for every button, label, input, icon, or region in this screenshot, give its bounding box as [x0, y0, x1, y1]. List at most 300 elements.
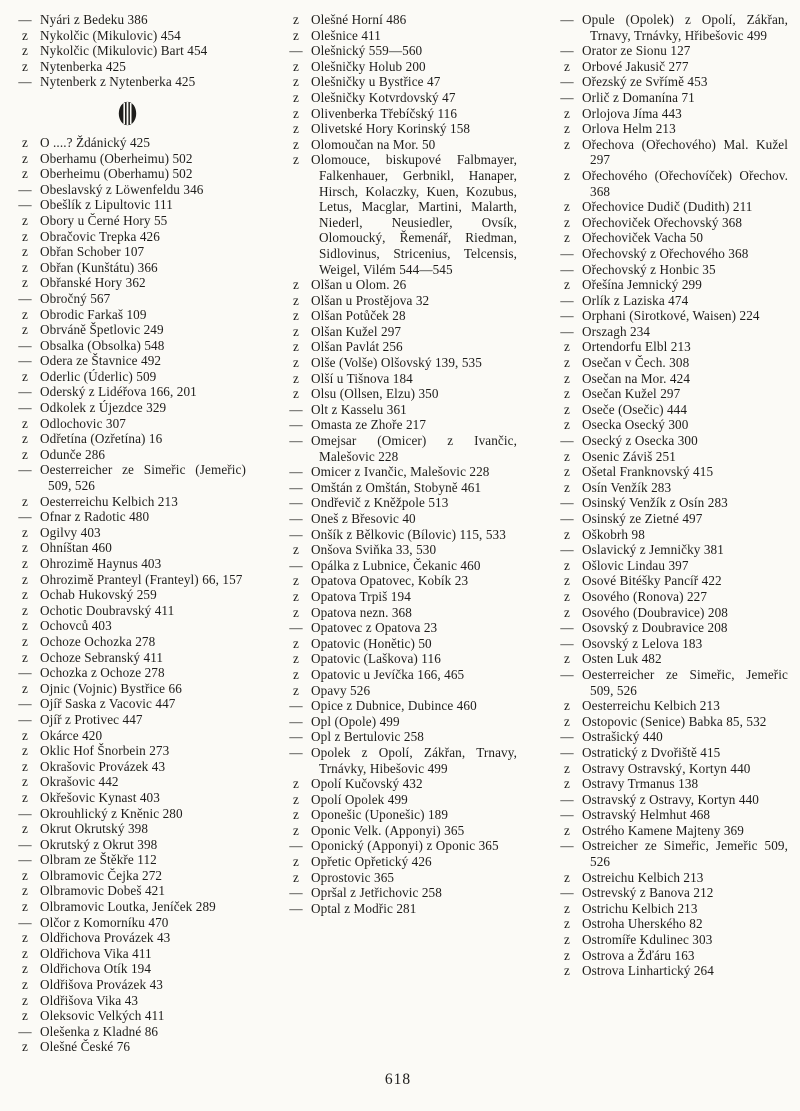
- entry-prefix-z: z: [22, 743, 28, 759]
- entry-text: Oslavický z Jemničky 381: [582, 542, 724, 558]
- entry-text: Obročný 567: [40, 290, 111, 306]
- index-entry: [279, 620, 517, 636]
- entry-text: Olbramovic Dobeš 421: [40, 883, 166, 899]
- entry-prefix-dash: —: [560, 74, 574, 90]
- entry-text: Opatovec z Opatova 23: [311, 620, 438, 636]
- entry-text: Omštán z Omštán, Stobyně 461: [311, 479, 482, 495]
- index-entry: [279, 106, 517, 122]
- index-entry: [550, 823, 788, 839]
- index-entry: [550, 417, 788, 433]
- index-entry: [550, 277, 788, 293]
- index-entry: [550, 745, 788, 761]
- entry-text: Obřanské Hory 362: [40, 275, 146, 291]
- index-entry: [550, 511, 788, 527]
- entry-prefix-z: z: [293, 121, 299, 137]
- entry-prefix-z: z: [22, 166, 28, 182]
- entry-prefix-dash: —: [18, 852, 32, 868]
- index-entry: [550, 12, 788, 43]
- entry-text: Ostravy Trmanus 138: [582, 776, 699, 792]
- index-entry: [550, 449, 788, 465]
- index-entry: [550, 870, 788, 886]
- index-entry: [279, 28, 517, 44]
- entry-text: Obsalka (Obsolka) 548: [40, 337, 165, 353]
- entry-text: Orszagh 234: [582, 323, 651, 339]
- entry-prefix-z: z: [22, 58, 28, 74]
- entry-text: Odřetína (Ozřetína) 16: [40, 431, 163, 447]
- entry-prefix-z: z: [22, 556, 28, 571]
- entry-prefix-z: z: [564, 339, 570, 355]
- entry-text: Osové Bitéšky Pancíř 422: [582, 573, 722, 589]
- entry-text: Ořechoviček Ořechovský 368: [582, 214, 743, 230]
- index-entry: [279, 308, 517, 324]
- index-entry: [279, 683, 517, 699]
- entry-text: Olomoučan na Mor. 50: [311, 136, 436, 152]
- entry-text: Ostreicher ze Simeřic, Jemeřic 509, 526: [582, 838, 788, 870]
- entry-text: Orbové Jakusič 277: [582, 58, 689, 74]
- entry-text: Ojíř Saska z Vacovic 447: [40, 696, 176, 712]
- index-entry: [8, 229, 246, 245]
- entry-prefix-dash: —: [18, 914, 32, 930]
- index-entry: [8, 462, 246, 493]
- entry-prefix-dash: —: [560, 620, 574, 636]
- entry-prefix-dash: —: [560, 791, 574, 807]
- entry-text: Nykolčic (Mikulovic) Bart 454: [40, 43, 208, 59]
- entry-prefix-z: z: [293, 277, 299, 293]
- entry-text: Obračovic Trepka 426: [40, 228, 160, 244]
- entry-text: Osinský Venžík z Osín 283: [582, 495, 728, 511]
- entry-text: Oklic Hof Šnorbein 273: [40, 743, 170, 759]
- index-entry: [8, 182, 246, 198]
- index-entry: [279, 464, 517, 480]
- entry-text: Osten Luk 482: [582, 651, 662, 667]
- entry-text: Onšova Sviňka 33, 530: [311, 542, 437, 558]
- index-entry: [8, 899, 246, 915]
- entry-text: Okrutský z Okrut 398: [40, 836, 158, 852]
- index-entry: [550, 776, 788, 792]
- entry-prefix-dash: —: [560, 308, 574, 324]
- entry-text: Oldřichova Provázek 43: [40, 930, 171, 946]
- index-entry: [550, 355, 788, 371]
- index-entry: [279, 121, 517, 137]
- index-entry: [8, 712, 246, 728]
- index-entry: [279, 667, 517, 683]
- index-entry: [8, 1008, 246, 1024]
- entry-text: Oldřišova Vika 43: [40, 992, 139, 1008]
- index-entry: [550, 324, 788, 340]
- entry-prefix-z: z: [22, 883, 28, 899]
- entry-text: Olší u Tišnova 184: [311, 370, 413, 386]
- index-entry: [279, 371, 517, 387]
- entry-prefix-z: z: [293, 651, 299, 667]
- entry-prefix-z: z: [22, 945, 28, 961]
- index-entry: [550, 761, 788, 777]
- entry-prefix-z: z: [22, 899, 28, 915]
- entry-text: Opavy 526: [311, 682, 371, 698]
- index-entry: [550, 199, 788, 215]
- page-number: 618: [384, 1071, 412, 1088]
- entry-text: Osenic Záviš 251: [582, 448, 676, 464]
- entry-text: Oneš z Břesovic 40: [311, 511, 416, 526]
- entry-text: Olsu (Ollsen, Elzu) 350: [311, 386, 439, 402]
- entry-prefix-z: z: [22, 431, 28, 447]
- entry-prefix-z: z: [22, 587, 28, 603]
- index-entry: [8, 790, 246, 806]
- entry-prefix-dash: —: [18, 805, 32, 821]
- index-entry: [279, 152, 517, 277]
- index-entry: [279, 870, 517, 886]
- entry-prefix-dash: —: [289, 885, 303, 901]
- entry-prefix-z: z: [293, 355, 299, 371]
- entry-text: Osového (Doubravice) 208: [582, 604, 728, 620]
- entry-prefix-z: z: [22, 992, 28, 1008]
- index-entry: [279, 386, 517, 402]
- entry-text: Opatova nezn. 368: [311, 604, 412, 620]
- entry-prefix-dash: —: [560, 495, 574, 511]
- entry-text: Oleksovic Velkých 411: [40, 1008, 165, 1024]
- index-entry: [550, 43, 788, 59]
- index-entry: [550, 589, 788, 605]
- entry-text: Ondřevič z Kněžpole 513: [311, 495, 449, 511]
- entry-text: Oškobrh 98: [582, 526, 645, 542]
- index-entry: [8, 197, 246, 213]
- entry-text: Obrváně Špetlovic 249: [40, 322, 164, 338]
- entry-text: Obory u Černé Hory 55: [40, 212, 168, 228]
- index-entry: [8, 525, 246, 541]
- entry-prefix-z: z: [22, 977, 28, 993]
- index-entry: [279, 605, 517, 621]
- index-entry: [279, 776, 517, 792]
- entry-text: Ochotic Doubravský 411: [40, 602, 175, 618]
- index-entry: [279, 823, 517, 839]
- entry-prefix-z: z: [293, 854, 299, 870]
- entry-text: Obeslavský z Löwenfeldu 346: [40, 181, 204, 197]
- entry-text: Nyári z Bedeku 386: [40, 12, 148, 27]
- index-entry: [550, 121, 788, 137]
- entry-prefix-z: z: [22, 244, 28, 260]
- entry-prefix-dash: —: [289, 713, 303, 729]
- entry-text: Olivetské Hory Korinský 158: [311, 121, 471, 137]
- index-entry: [550, 433, 788, 449]
- index-entry: [550, 59, 788, 75]
- index-entry: [550, 74, 788, 90]
- entry-text: Ostrého Kamene Majteny 369: [582, 822, 744, 838]
- entry-text: Olešnice 411: [311, 27, 381, 43]
- index-entry: [279, 74, 517, 90]
- entry-text: Ořechova (Ořechového) Mal. Kužel 297: [582, 136, 788, 168]
- entry-prefix-z: z: [293, 12, 299, 27]
- index-entry: [8, 447, 246, 463]
- entry-text: Ohrozimě Pranteyl (Franteyl) 66, 157: [40, 571, 243, 587]
- entry-prefix-dash: —: [289, 495, 303, 511]
- index-entry: [279, 558, 517, 574]
- entry-text: Orlík z Laziska 474: [582, 292, 689, 308]
- entry-prefix-z: z: [564, 136, 570, 152]
- entry-prefix-dash: —: [560, 666, 574, 682]
- index-entry: [550, 729, 788, 745]
- entry-text: Osecka Osecký 300: [582, 417, 689, 433]
- entry-text: Ořezský ze Svřímě 453: [582, 74, 708, 90]
- index-entry: [8, 307, 246, 323]
- entry-text: Oderský z Lidéřova 166, 201: [40, 384, 197, 400]
- entry-text: Ochab Hukovský 259: [40, 587, 157, 603]
- entry-prefix-z: z: [293, 74, 299, 90]
- entry-prefix-z: z: [564, 651, 570, 667]
- index-entry: [279, 573, 517, 589]
- index-entry: [8, 728, 246, 744]
- index-entry: [550, 932, 788, 948]
- entry-text: Ochoze Sebranský 411: [40, 649, 164, 665]
- entry-prefix-dash: —: [18, 400, 32, 416]
- index-entry: [550, 901, 788, 917]
- entry-text: Osecký z Osecka 300: [582, 433, 698, 449]
- index-entry: [8, 291, 246, 307]
- entry-text: Omasta ze Zhoře 217: [311, 417, 427, 433]
- index-entry: [8, 650, 246, 666]
- entry-prefix-z: z: [564, 822, 570, 838]
- entry-prefix-dash: —: [18, 197, 32, 213]
- entry-prefix-dash: —: [560, 511, 574, 526]
- index-entry: [279, 59, 517, 75]
- index-entry: [8, 540, 246, 556]
- index-entry: [8, 603, 246, 619]
- index-entry: [279, 807, 517, 823]
- entry-text: Omejsar (Omicer) z Ivančic, Malešovic 228: [311, 433, 517, 464]
- entry-text: Olešenka z Kladné 86: [40, 1023, 159, 1039]
- entry-prefix-z: z: [22, 43, 28, 59]
- index-entry: [8, 1039, 246, 1055]
- entry-prefix-z: z: [293, 573, 299, 589]
- entry-text: Okrut Okrutský 398: [40, 821, 149, 837]
- index-entry: [550, 464, 788, 480]
- entry-text: Okřešovic Kynast 403: [40, 789, 160, 805]
- entry-prefix-z: z: [22, 602, 28, 618]
- entry-prefix-z: z: [564, 698, 570, 714]
- index-entry: [8, 43, 246, 59]
- entry-prefix-z: z: [22, 618, 28, 634]
- entry-prefix-dash: —: [289, 744, 303, 760]
- entry-text: Oberheimu (Oberhamu) 502: [40, 166, 193, 182]
- entry-text: Oldřišova Provázek 43: [40, 977, 163, 993]
- entry-prefix-dash: —: [18, 353, 32, 369]
- index-entry: [279, 651, 517, 667]
- index-entry: [8, 681, 246, 697]
- index-entry: [279, 901, 517, 917]
- entry-prefix-z: z: [564, 526, 570, 542]
- entry-text: Olešničky Kotvrdovský 47: [311, 89, 456, 105]
- entry-text: Olešné České 76: [40, 1039, 131, 1055]
- index-entry: [8, 961, 246, 977]
- index-entry: [8, 12, 246, 28]
- entry-prefix-z: z: [293, 588, 299, 604]
- entry-text: Opatova Trpiš 194: [311, 588, 411, 604]
- index-entry: [550, 527, 788, 543]
- entry-text: Opule (Opolek) z Opolí, Zákřan, Trnavy, Trnávky, Hřibešovic 499: [582, 12, 788, 43]
- index-entry: [279, 729, 517, 745]
- index-entry: [550, 714, 788, 730]
- entry-prefix-z: z: [22, 1008, 28, 1024]
- index-entry: [279, 293, 517, 309]
- entry-prefix-z: z: [564, 464, 570, 480]
- index-entry: [8, 915, 246, 931]
- entry-prefix-dash: —: [18, 337, 32, 353]
- index-entry: [279, 417, 517, 433]
- index-entry: [8, 759, 246, 775]
- entry-prefix-z: z: [293, 323, 299, 339]
- entry-text: Orator ze Sionu 127: [582, 43, 691, 59]
- entry-prefix-z: z: [564, 417, 570, 433]
- entry-prefix-z: z: [293, 370, 299, 386]
- entry-prefix-dash: —: [289, 417, 303, 433]
- entry-text: Optal z Modřic 281: [311, 900, 417, 916]
- entry-text: Ortendorfu Elbl 213: [582, 339, 691, 355]
- entry-prefix-z: z: [22, 789, 28, 805]
- entry-text: Orlojova Jíma 443: [582, 105, 682, 121]
- entry-text: Oponický (Apponyi) z Oponic 365: [311, 838, 499, 854]
- entry-text: Olbramovic Loutka, Jeníček 289: [40, 899, 216, 915]
- index-entry: [8, 946, 246, 962]
- index-entry: [279, 698, 517, 714]
- entry-text: Opolek z Opolí, Zákřan, Trnavy, Trnávky, Hibešovic 499: [311, 744, 517, 776]
- entry-prefix-z: z: [293, 791, 299, 807]
- index-entry: [8, 74, 246, 90]
- entry-prefix-dash: —: [289, 620, 303, 636]
- index-entry: [8, 151, 246, 167]
- entry-prefix-z: z: [293, 807, 299, 823]
- entry-text: Omicer z Ivančic, Malešovic 228: [311, 464, 490, 480]
- entry-prefix-dash: —: [560, 261, 574, 277]
- entry-prefix-z: z: [564, 58, 570, 74]
- entry-prefix-dash: —: [560, 12, 574, 27]
- entry-prefix-dash: —: [560, 43, 574, 59]
- index-entry: [550, 605, 788, 621]
- entry-text: Opolí Opolek 499: [311, 791, 408, 807]
- index-entry: [279, 745, 517, 776]
- entry-prefix-z: z: [564, 932, 570, 948]
- entry-text: Ostromíře Kdulinec 303: [582, 932, 713, 948]
- index-entry: [279, 277, 517, 293]
- index-entry: [550, 667, 788, 698]
- index-entry: [8, 743, 246, 759]
- index-entry: [8, 572, 246, 588]
- entry-prefix-z: z: [293, 152, 299, 168]
- index-entry: [8, 556, 246, 572]
- index-entry: [8, 244, 246, 260]
- entry-text: Ostratický z Dvořiště 415: [582, 744, 721, 760]
- index-entry: [8, 618, 246, 634]
- entry-prefix-dash: —: [18, 290, 32, 306]
- index-entry: [8, 59, 246, 75]
- entry-prefix-z: z: [22, 571, 28, 587]
- entry-prefix-z: z: [22, 867, 28, 883]
- index-entry: [550, 371, 788, 387]
- entry-prefix-z: z: [22, 322, 28, 338]
- entry-prefix-dash: —: [289, 526, 303, 542]
- index-entry: [279, 511, 517, 527]
- entry-prefix-z: z: [293, 542, 299, 558]
- entry-prefix-dash: —: [18, 384, 32, 400]
- index-entry: [279, 43, 517, 59]
- entry-text: Ohníštan 460: [40, 540, 112, 556]
- index-entry: [550, 636, 788, 652]
- entry-prefix-z: z: [22, 134, 28, 150]
- entry-text: Obrodic Farkaš 109: [40, 306, 147, 322]
- entry-prefix-z: z: [564, 557, 570, 573]
- entry-prefix-z: z: [293, 776, 299, 792]
- entry-text: Odera ze Štavnice 492: [40, 353, 162, 369]
- entry-prefix-z: z: [22, 27, 28, 43]
- entry-prefix-z: z: [564, 916, 570, 932]
- entry-text: Olšan Pavlát 256: [311, 339, 403, 355]
- entry-prefix-dash: —: [289, 698, 303, 714]
- entry-prefix-z: z: [293, 58, 299, 74]
- index-entry: [8, 400, 246, 416]
- entry-prefix-z: z: [22, 821, 28, 837]
- entry-prefix-z: z: [564, 355, 570, 371]
- entry-prefix-z: z: [564, 900, 570, 916]
- index-entry: [279, 90, 517, 106]
- index-entry: [8, 587, 246, 603]
- entry-prefix-z: z: [293, 635, 299, 651]
- entry-prefix-z: z: [22, 961, 28, 977]
- entry-prefix-z: z: [564, 776, 570, 792]
- entry-prefix-z: z: [293, 869, 299, 885]
- index-entry: [8, 977, 246, 993]
- entry-prefix-dash: —: [560, 542, 574, 558]
- index-entry: [279, 542, 517, 558]
- index-entry: [279, 433, 517, 464]
- entry-text: Olše (Volše) Olšovský 139, 535: [311, 355, 482, 371]
- entry-text: Ostopovic (Senice) Babka 85, 532: [582, 713, 767, 729]
- index-entry: [279, 792, 517, 808]
- entry-text: Ojnic (Vojnic) Bystřice 66: [40, 680, 182, 696]
- entry-prefix-z: z: [22, 633, 28, 649]
- entry-text: Ofnar z Radotic 480: [40, 509, 150, 525]
- index-entry: [550, 308, 788, 324]
- entry-text: Ostravský z Ostravy, Kortyn 440: [582, 791, 759, 807]
- entry-prefix-z: z: [22, 228, 28, 244]
- index-entry: [550, 339, 788, 355]
- entry-text: Oesterreicher ze Simeřic, Jemeřic 509, 526: [582, 666, 788, 698]
- entry-text: Oesterreichu Kelbich 213: [40, 493, 178, 509]
- index-entry: [8, 696, 246, 712]
- index-entry: [550, 480, 788, 496]
- index-entry: [550, 807, 788, 823]
- index-entry: [279, 714, 517, 730]
- index-entry: [8, 338, 246, 354]
- index-entry: [279, 355, 517, 371]
- entry-text: Odlochovic 307: [40, 415, 127, 431]
- index-entry: [8, 665, 246, 681]
- index-entry: [279, 589, 517, 605]
- index-entry: [279, 885, 517, 901]
- index-entry: [8, 1024, 246, 1040]
- entry-prefix-z: z: [293, 386, 299, 402]
- entry-prefix-z: z: [293, 136, 299, 152]
- entry-prefix-dash: —: [560, 89, 574, 105]
- entry-text: Ostrova a Žďáru 163: [582, 947, 695, 963]
- index-entry: [279, 854, 517, 870]
- index-entry: [279, 495, 517, 511]
- entry-prefix-dash: —: [289, 729, 303, 745]
- index-entry: [550, 948, 788, 964]
- entry-prefix-z: z: [293, 822, 299, 838]
- entry-prefix-dash: —: [18, 509, 32, 525]
- index-entry: [550, 542, 788, 558]
- entry-prefix-z: z: [564, 121, 570, 137]
- entry-text: Ořechového (Ořechovíček) Ořechov. 368: [582, 167, 788, 199]
- entry-text: Oberhamu (Oberheimu) 502: [40, 150, 193, 166]
- index-columns: [8, 12, 788, 1055]
